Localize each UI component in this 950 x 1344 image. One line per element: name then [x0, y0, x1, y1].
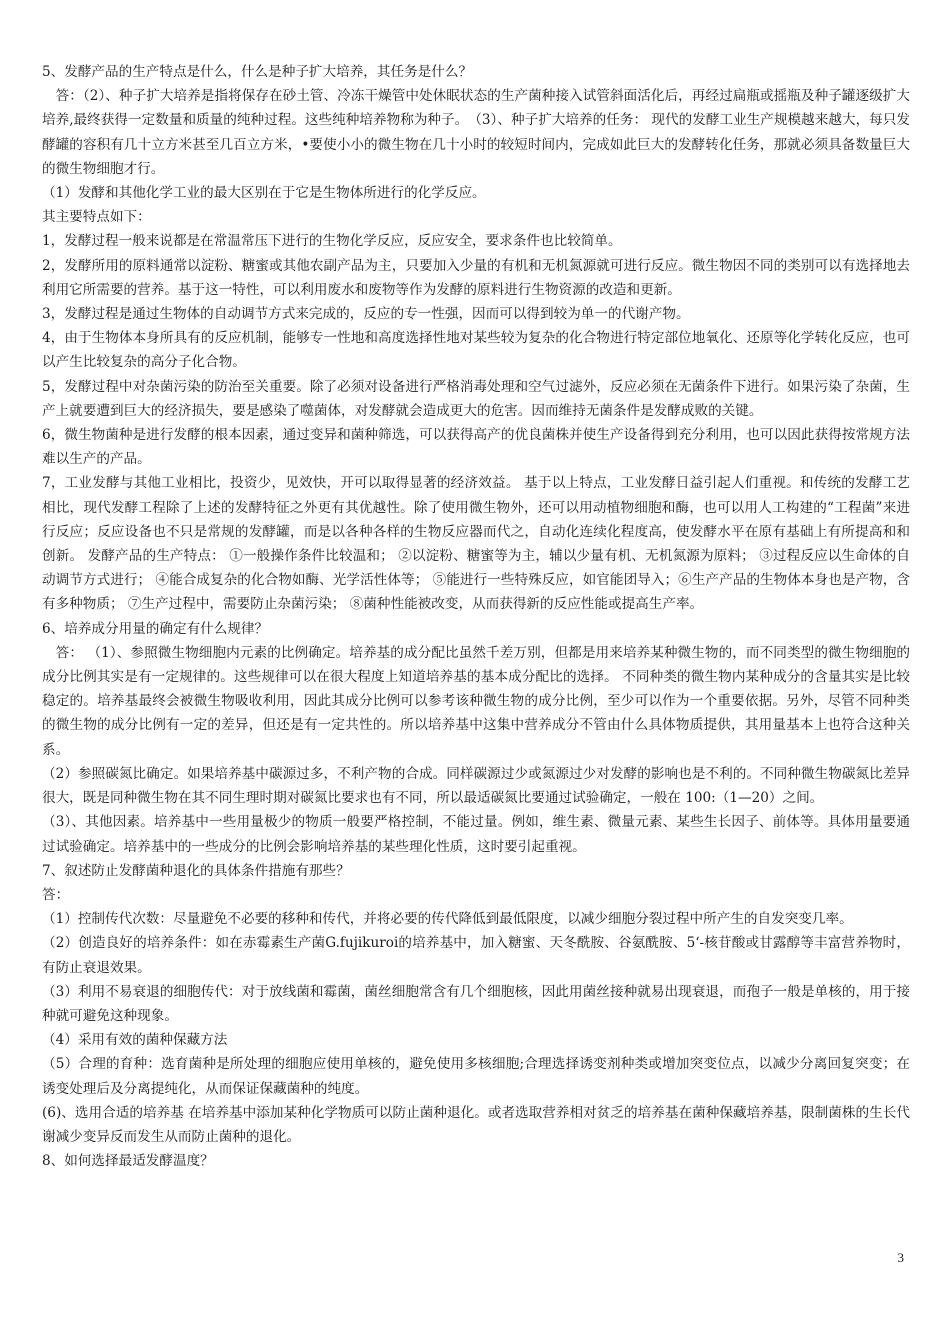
- answer-7-point-4: （4）采用有效的菌种保藏方法: [42, 1032, 228, 1049]
- answer-7-point-2: （2）创造良好的培养条件：如在赤霉素生产菌G.fujikuroi的培养基中，加入糖蜜、天冬酰胺、谷氨酰胺、5‘-核苷酸或甘露醇等丰富营养物时，有防止衰退效果。: [42, 935, 910, 976]
- feature-2: 2，发酵所用的原料通常以淀粉、糖蜜或其他农副产品为主，只要加入少量的有机和无机氮源就可进行反应。微生物因不同的类别可以有选择地去利用它所需要的营养。基于这一特性，可以利用废水和废物等作为发酵的原料进行生物资源的改造和更新。: [42, 257, 910, 298]
- question-5-heading: 5、发酵产品的生产特点是什么，什么是种子扩大培养，其任务是什么？: [42, 64, 473, 80]
- question-7-heading: 7、叙述防止发酵菌种退化的具体条件措施有那些？: [42, 862, 350, 879]
- answer-7-point-5: （5）合理的育种：选育菌种是所处理的细胞应使用单核的，避免使用多核细胞;合理选择诱变剂种类或增加突变位点，以减少分离回复突变；在诱变处理后及分离提纯化，从而保证保藏菌种的纯度。: [42, 1056, 910, 1097]
- answer-5-point-1: （1）发酵和其他化学工业的最大区别在于它是生物体所进行的化学反应。: [42, 185, 486, 202]
- feature-7: 7，工业发酵与其他工业相比，投资少，见效快，开可以取得显著的经济效益。 基于以上特点，工业发酵日益引起人们重视。和传统的发酵工艺相比，现代发酵工程除了上述的发酵特征之外更有其优越性。除了使用微生物外，还可以用动植物细胞和酶，也可以用人工构建的“工程菌”来进行反应；反应设备也不只是常规的发酵罐，而是以各种各样的生物反应器而代之，自动化连续化程度高，使发酵水平在原有基础上有所提高和和创新。 发酵产品的生产特点： ①一般操作条件比较温和； ②以淀粉、糖蜜等为主，辅以少量有机、无机氮源为原料； ③过程反应以生命体的自动调节方式进行； ④能合成复杂的化合物如酶、光学活性体等； ⑤能进行一些特殊反应，如官能团导入；⑥生产产品的生物体本身也是产物，含有多种物质； ⑦生产过程中，需要防止杂菌污染； ⑧菌种性能被改变，从而获得新的反应性能或提高生产率。: [42, 475, 910, 613]
- document-body: [42, 60, 910, 1173]
- answer-7-label: 答：: [42, 886, 70, 903]
- question-8-heading: 8、如何选择最适发酵温度？: [42, 1153, 214, 1170]
- answer-7-point-1: （1）控制传代次数：尽量避免不必要的移种和传代，并将必要的传代降低到最低限度，以减少细胞分裂过程中所产生的自发突变几率。: [42, 911, 853, 928]
- answer-6-point-2: （2）参照碳氮比确定。如果培养基中碳源过多，不利产物的合成。同样碳源过少或氮源过少对发酵的影响也是不利的。不同种微生物碳氮比差异很大，既是同种微生物在其不同生理时期对碳氮比要求也有不同，所以最适碳氮比要通过试验确定，一般在 100:（1—20）之间。: [42, 765, 910, 807]
- feature-4: 4，由于生物体本身所具有的反应机制，能够专一性地和高度选择性地对某些较为复杂的化合物进行特定部位地氧化、还原等化学转化反应，也可以产生比较复杂的高分子化合物。: [42, 330, 910, 371]
- feature-5: 5，发酵过程中对杂菌污染的防治至关重要。除了必须对设备进行严格消毒处理和空气过滤外，反应必须在无菌条件下进行。如果污染了杂菌，生产上就要遭到巨大的经济损失，要是感染了噬菌体，对发酵就会造成更大的危害。因而维持无菌条件是发酵成败的关键。: [42, 378, 910, 419]
- feature-6: 6，微生物菌种是进行发酵的根本因素，通过变异和菌种筛选，可以获得高产的优良菌株并使生产设备得到充分利用，也可以因此获得按常规方法难以生产的产品。: [42, 427, 910, 468]
- answer-7-point-3: （3）利用不易衰退的细胞传代：对于放线菌和霉菌，菌丝细胞常含有几个细胞核，因此用菌丝接种就易出现衰退，而孢子一般是单核的，用于接种就可避免这种现象。: [42, 983, 910, 1024]
- features-heading: 其主要特点如下：: [42, 209, 151, 226]
- page-number: 3: [897, 1250, 904, 1265]
- answer-7-point-6: (6)、选用合适的培养基 在培养基中添加某种化学物质可以防止菌种退化。或者选取营养相对贫乏的培养基在菌种保藏培养基，限制菌株的生长代谢减少变异反而发生从而防止菌种的退化。: [42, 1104, 910, 1145]
- question-6-heading: 6、培养成分用量的确定有什么规律？: [42, 620, 269, 637]
- feature-1: 1，发酵过程一般来说都是在常温常压下进行的生物化学反应，反应安全，要求条件也比较简单。: [42, 233, 622, 250]
- answer-5-seed-culture: 答：（2）、种子扩大培养是指将保存在砂土管、冷冻干燥管中处休眠状态的生产菌种接入试管斜面活化后，再经过扁瓶或摇瓶及种子罐逐级扩大培养,最终获得一定数量和质量的纯种过程。这些纯种培养物称为种子。 （3）、种子扩大培养的任务： 现代的发酵工业生产规模越来越大，每只发酵罐的容积有几十立方米甚至几百立方米，•要使小小的微生物在几十小时的较短时间内，完成如此巨大的发酵转化任务，那就必须具备数量巨大的微生物细胞才行。: [42, 88, 910, 177]
- answer-6-point-1: 答： （1）、参照微生物细胞内元素的比例确定。培养基的成分配比虽然千差万别，但都是用来培养某种微生物的，而不同类型的微生物细胞的成分比例其实是有一定规律的。这些规律可以在很大程度上知道培养基的基本成分配比的选择。 不同种类的微生物内某种成分的含量其实是比较稳定的。培养基最终会被微生物吸收利用，因此其成分比例可以参考该种微生物的成分比例，至少可以作为一个重要依据。另外，尽管不同种类的微生物的成分比例有一定的差异，但还是有一定共性的。所以培养基中这集中营养成分不管由什么具体物质提供，其用量基本上也符合这种关系。: [42, 644, 910, 758]
- answer-6-point-3: （3）、其他因素。培养基中一些用量极少的物质一般要严格控制，不能过量。例如，维生素、微量元素、某些生长因子、前体等。具体用量要通过试验确定。培养基中的一些成分的比例会影响培养基的某些理化性质，这时要引起重视。: [42, 814, 910, 855]
- feature-3: 3，发酵过程是通过生物体的自动调节方式来完成的，反应的专一性强，因而可以得到较为单一的代谢产物。: [42, 306, 690, 323]
